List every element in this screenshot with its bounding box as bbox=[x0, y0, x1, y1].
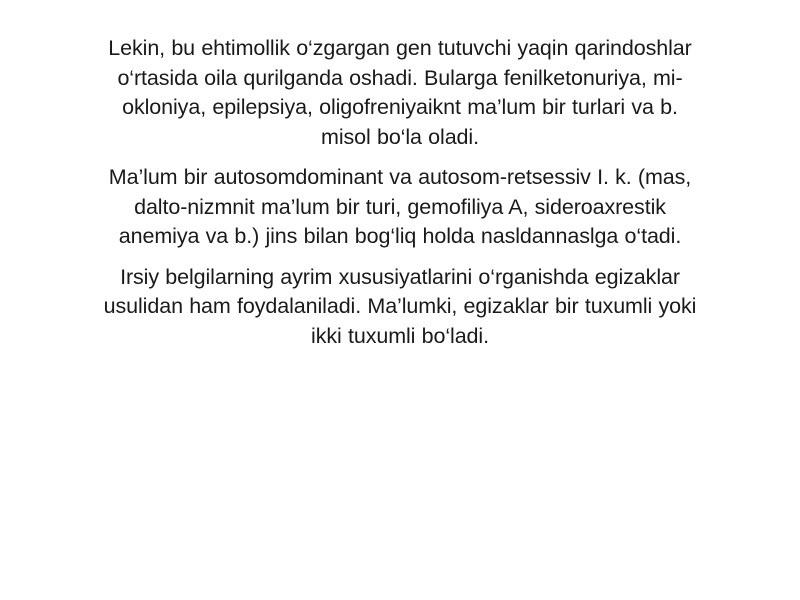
paragraph-2: Ma’lum bir autosomdominant va autosom-retsessiv I. k. (mas, dalto-nizmnit ma’lum bir turi, gemofiliya A, sideroaxrestik anemiya va b.) jins bilan bog‘liq holda nasldannaslga o‘tadi. bbox=[108, 165, 698, 248]
paragraph-1: Lekin, bu ehtimollik o‘zgargan gen tutuvchi yaqin qarindoshlar o‘rtasida oila qurilganda oshadi. Bularga fenilketonuriya, mi-okloniya, epilepsiya, oligofreniyaiknt ma’lum bir turlari va b. misol bo‘la oladi. bbox=[108, 36, 698, 149]
document-text-body bbox=[100, 34, 703, 351]
paragraph-3: Irsiy belgilarning ayrim xususiyatlarini o‘rganishda egizaklar usulidan ham foydalaniladi. Ma’lumki, egizaklar bir tuxumli yoki ikki tuxumli bo‘ladi. bbox=[103, 264, 703, 348]
